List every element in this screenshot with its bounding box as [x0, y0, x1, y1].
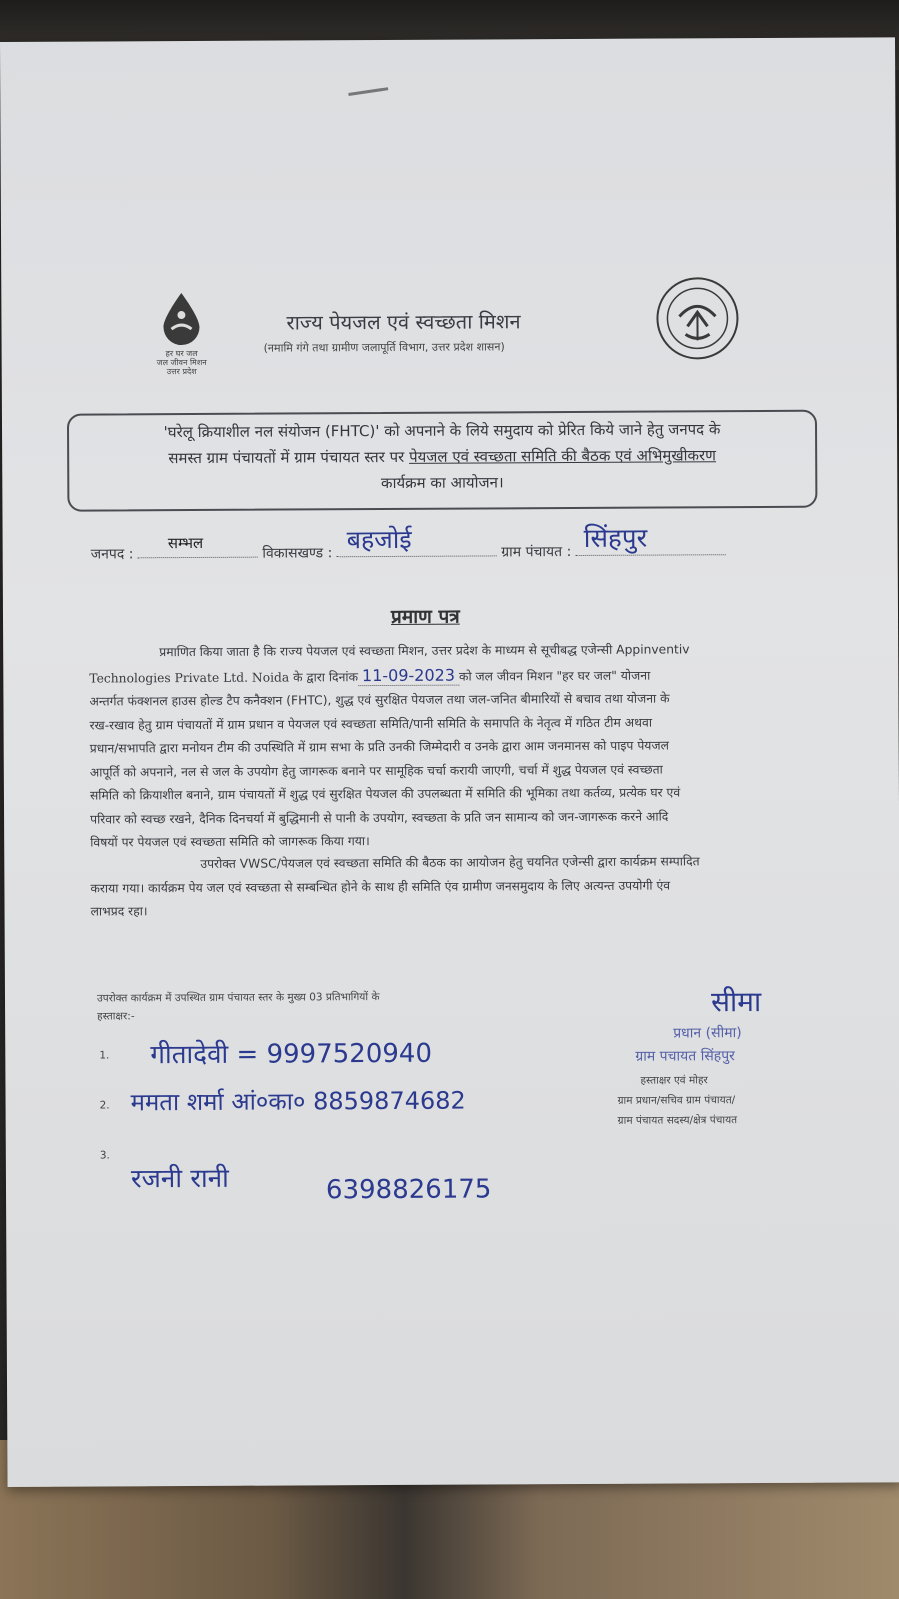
participant-number-3: 3.: [99, 1149, 110, 1162]
banner-line-2-a: समस्त ग्राम पंचायतों में ग्राम पंचायत स्तर पर: [168, 447, 405, 468]
p1-line-7: समिति को क्रियाशील बनाने, ग्राम पंचायतों में शुद्ध एवं सुरक्षित पेयजल की उपलब्धता में समिति की भूमिका तथा कर्तव्य, प्रत्येक घर एवं: [89, 785, 681, 803]
p1-line-3: अन्तर्गत फंक्शनल हाउस होल्ड टैप कनैक्शन (FHTC), शुद्ध एवं सुरक्षित पेयजल तथा जल-जनित बीमारियों से बचाव तथा योजना के: [89, 691, 670, 709]
participant-3-phone: 6398826175: [325, 1174, 492, 1206]
mission-subtitle: (नमामि गंगे तथा ग्रामीण जलापूर्ति विभाग, उत्तर प्रदेश शासन): [263, 340, 505, 355]
panchayat-label: ग्राम पंचायत :: [501, 544, 572, 561]
banner-line-3: कार्यक्रम का आयोजन।: [380, 473, 504, 493]
document-sheet: [0, 37, 899, 1487]
panchayat-field: [576, 523, 726, 556]
har-ghar-jal-logo: [141, 291, 221, 381]
p2-line-3: लाभप्रद रहा।: [90, 904, 148, 919]
district-label: जनपद :: [90, 546, 134, 563]
up-government-seal-icon: [655, 276, 739, 360]
signatory-line-1: हस्ताक्षर एवं मोहर: [640, 1074, 708, 1087]
stamp-line-1: प्रधान (सीमा): [673, 1025, 742, 1042]
banner-line-2: [69, 442, 815, 472]
p2-line-2: कराया गया। कार्यक्रम पेय जल एवं स्वच्छता से सम्बन्धित होने के साथ ही समिति एंव ग्रामीण जनसमुदाय के लिए अत्यन्त उपयोगी एंव: [90, 878, 671, 896]
participant-1-signature: गीतादेवी = 9997520940: [150, 1038, 433, 1071]
logo-caption: हर घर जल जल जीवन मिशन उत्तर प्रदेश: [156, 348, 207, 377]
panchayat-value: सिंहपुर: [583, 523, 648, 554]
stamp-line-2: ग्राम पचायत सिंहपुर: [635, 1048, 735, 1065]
participant-3-name: रजनी रानी: [130, 1163, 229, 1195]
block-value: बहजोई: [346, 524, 412, 555]
pradhan-signature: सीमा: [710, 985, 762, 1019]
p1-line-4: रख-रखाव हेतु ग्राम पंचायतों में ग्राम प्रधान व पेयजल एवं स्वच्छता समिति/पानी समिति के समापति के नेतृत्व में गठित टीम अथवा: [89, 715, 653, 733]
p1-line-8: परिवार को स्वच्छ रखने, दैनिक दिनचर्या में बुद्धिमानी से पानी के उपयोग, स्वच्छता के प्रति जन सामान्य को जन-जागरूक करने आदि: [90, 809, 669, 827]
p1-line-5: प्रधान/सभापति द्वारा मनोयन टीम की उपस्थिति में ग्राम सभा के प्रति उनकी जिम्मेदारी व उनके द्वारा आम जनमानस को पाइप पेयजल: [89, 738, 669, 756]
district-field: [138, 533, 258, 559]
p1-line-2-a: Technologies Private Ltd. Noida के द्वारा दिनांक: [89, 669, 359, 686]
participant-number-2: 2.: [99, 1099, 110, 1112]
block-field: [337, 524, 497, 557]
participant-2-signature: ममता शर्मा आं०का० 8859874682: [130, 1086, 466, 1117]
p1-line-2: [89, 661, 841, 690]
p1-line-6: आपूर्ति को अपनाने, नल से जल के उपयोग हेतु जागरूक बनाने पर सामूहिक चर्चा करायी जाएगी, चर्चा में शुद्ध पेयजल एवं स्वच्छता: [89, 762, 663, 780]
p1-line-9: विषयों पर पेयजल एवं स्वच्छता समिति को जागरूक किया गया।: [90, 834, 370, 850]
p2-line-1: उपरोक्त VWSC/पेयजल एवं स्वच्छता समिति की बैठक का आयोजन हेतु चयनित एजेन्सी द्वारा कार्यक्रम सम्पादित: [200, 854, 700, 871]
mission-title: राज्य पेयजल एवं स्वच्छता मिशन: [286, 309, 521, 335]
water-drop-icon: [159, 291, 203, 345]
participants-intro-line-1: उपरोक्त कार्यक्रम में उपस्थित ग्राम पंचायत स्तर के मुख्य 03 प्रतिभागियों के: [96, 991, 380, 1005]
p1-date: 11-09-2023: [358, 665, 459, 686]
participants-intro: [97, 987, 517, 1025]
participant-number-1: 1.: [99, 1049, 110, 1062]
certificate-paragraph-2: [90, 850, 842, 924]
certificate-paragraph-1: [89, 638, 842, 855]
block-label: विकासखण्ड :: [262, 545, 333, 562]
participants-intro-line-2: हस्ताक्षर:-: [97, 1010, 135, 1023]
p1-line-2-b: को जल जीवन मिशन "हर घर जल" योजना: [458, 668, 651, 684]
banner-line-2-b: पेयजल एवं स्वच्छता समिति की बैठक एवं अभिमुखीकरण: [408, 446, 717, 466]
p1-line-1: प्रमाणित किया जाता है कि राज्य पेयजल एवं स्वच्छता मिशन, उत्तर प्रदेश के माध्यम से सूचीबद्ध एजेन्सी Appinventiv: [159, 642, 690, 660]
location-fields: [90, 523, 726, 563]
signatory-line-2: ग्राम प्रधान/सचिव ग्राम पंचायत/: [617, 1094, 736, 1107]
signatory-line-3: ग्राम पंचायत सदस्य/क्षेत्र पंचायत: [617, 1114, 738, 1127]
district-value: सम्भल: [167, 533, 204, 553]
banner-line-1: 'घरेलू क्रियाशील नल संयोजन (FHTC)' को अपनाने के लिये समुदाय को प्रेरित किये जाने हेतु जनपद के: [163, 420, 721, 442]
staple-mark: [348, 87, 388, 96]
certificate-title: प्रमाण पत्र: [390, 605, 460, 628]
program-banner: [67, 410, 818, 512]
